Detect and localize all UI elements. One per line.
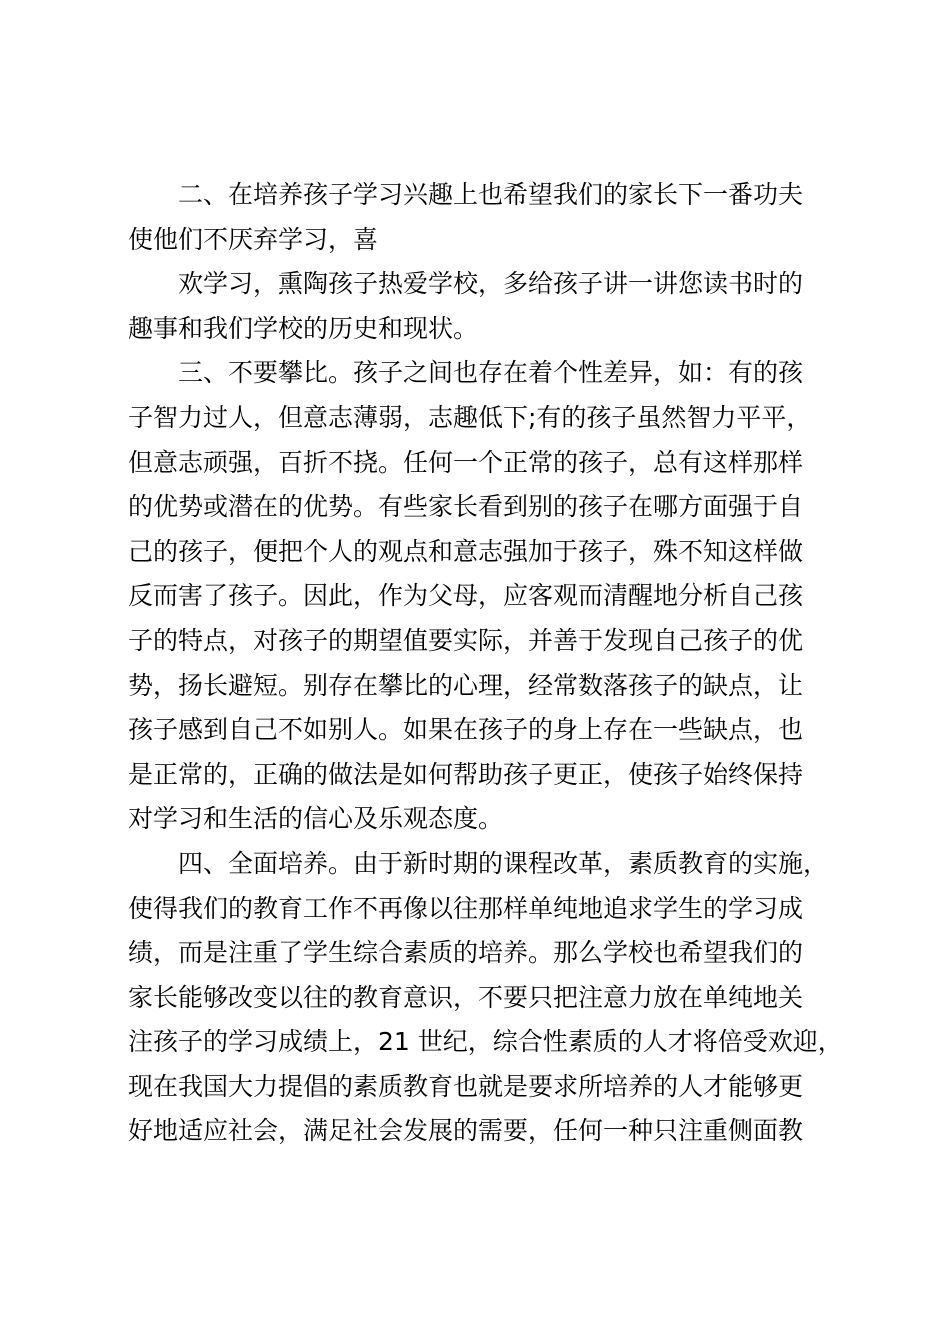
text-line: 家长能够改变以往的教育意识，不要只把注意力放在单纯地关 [128, 982, 804, 1012]
text-line: 二、在培养孩子学习兴趣上也希望我们的家长下一番功夫 [178, 180, 804, 209]
text-line: 的优势或潜在的优势。有些家长看到别的孩子在哪方面强于自 [128, 492, 804, 522]
text-line: 三、不要攀比。孩子之间也存在着个性差异，如：有的孩 [178, 358, 804, 388]
text-line: 欢学习，熏陶孩子热爱学校，多给孩子讲一讲您读书时的 [178, 269, 804, 299]
text-line: 是正常的，正确的做法是如何帮助孩子更正，使孩子始终保持 [128, 759, 804, 789]
text-line: 现在我国大力提倡的素质教育也就是要求所培养的人才能够更 [128, 1071, 804, 1101]
text-line: 子的特点，对孩子的期望值要实际，并善于发现自己孩子的优 [128, 625, 804, 655]
text-line: 反而害了孩子。因此，作为父母，应客观而清醒地分析自己孩 [128, 581, 804, 611]
text-line: 己的孩子，便把个人的观点和意志强加于孩子，殊不知这样做 [128, 536, 804, 566]
text-line: 势，扬长避短。别存在攀比的心理，经常数落孩子的缺点，让 [128, 670, 804, 700]
text-line: 对学习和生活的信心及乐观态度。 [128, 804, 504, 834]
text-line: 使得我们的教育工作不再像以往那样单纯地追求学生的学习成 [128, 893, 804, 923]
text-line: 趣事和我们学校的历史和现状。 [128, 313, 479, 343]
text-line: 孩子感到自己不如别人。如果在孩子的身上存在一些缺点，也 [128, 715, 804, 745]
text-line: 子智力过人，但意志薄弱，志趣低下;有的孩子虽然智力平平， [128, 402, 812, 432]
text-line: 绩，而是注重了学生综合素质的培养。那么学校也希望我们的 [128, 938, 804, 968]
document-body [128, 173, 848, 1154]
text-line: 但意志顽强，百折不挠。任何一个正常的孩子，总有这样那样 [128, 447, 804, 477]
text-line: 好地适应社会，满足社会发展的需要，任何一种只注重侧面教 [128, 1116, 804, 1146]
text-line: 四、全面培养。由于新时期的课程改革，素质教育的实施， [178, 848, 829, 878]
text-line: 使他们不厌弃学习，喜 [128, 224, 379, 254]
text-line: 注孩子的学习成绩上，21 世纪，综合性素质的人才将倍受欢迎， [128, 1027, 843, 1057]
